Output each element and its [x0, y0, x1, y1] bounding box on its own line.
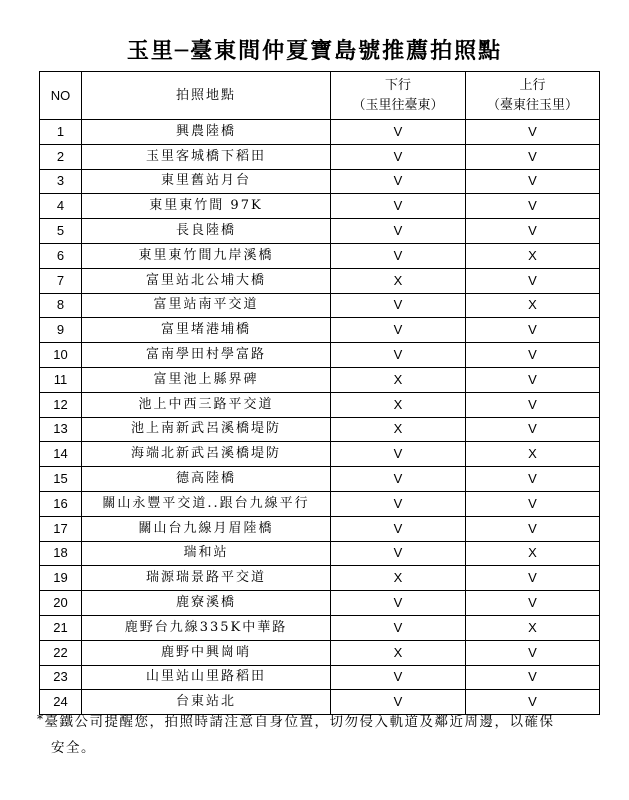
row-up-mark: X [466, 243, 600, 268]
row-up-mark: V [466, 591, 600, 616]
row-number: 11 [40, 367, 82, 392]
header-no: NO [40, 72, 82, 120]
row-down-mark: X [331, 640, 466, 665]
table-row [40, 367, 600, 392]
table-row [40, 343, 600, 368]
row-location: 富里池上縣界碑 [82, 367, 331, 392]
row-number: 22 [40, 640, 82, 665]
row-down-mark: X [331, 367, 466, 392]
row-up-mark: V [466, 268, 600, 293]
row-location: 富里站南平交道 [82, 293, 331, 318]
table-row [40, 194, 600, 219]
row-location: 鹿野中興崗哨 [82, 640, 331, 665]
table-row [40, 566, 600, 591]
row-down-mark: V [331, 120, 466, 145]
header-up-main: 上行 [519, 77, 546, 93]
row-number: 19 [40, 566, 82, 591]
row-number: 13 [40, 417, 82, 442]
row-up-mark: V [466, 219, 600, 244]
row-number: 24 [40, 690, 82, 715]
table-row [40, 615, 600, 640]
header-down [331, 72, 466, 120]
table-row [40, 541, 600, 566]
row-number: 6 [40, 243, 82, 268]
row-number: 20 [40, 591, 82, 616]
row-down-mark: V [331, 144, 466, 169]
row-location: 富南學田村學富路 [82, 343, 331, 368]
row-up-mark: V [466, 467, 600, 492]
row-location: 長良陸橋 [82, 219, 331, 244]
row-number: 3 [40, 169, 82, 194]
row-number: 7 [40, 268, 82, 293]
header-up-sub: （臺東往玉里） [486, 97, 578, 113]
row-down-mark: V [331, 318, 466, 343]
table-row [40, 417, 600, 442]
row-down-mark: X [331, 417, 466, 442]
row-number: 16 [40, 491, 82, 516]
row-number: 15 [40, 467, 82, 492]
table-row [40, 243, 600, 268]
row-location: 東里舊站月台 [82, 169, 331, 194]
row-up-mark: V [466, 417, 600, 442]
row-location: 富里站北公埔大橋 [82, 268, 331, 293]
row-number: 1 [40, 120, 82, 145]
row-location: 關山永豐平交道..跟台九線平行 [82, 491, 331, 516]
note-line-1: 臺鐵公司提醒您，拍照時請注意自身位置，切勿侵入軌道及鄰近周邊，以確保 [44, 714, 555, 730]
row-up-mark: V [466, 516, 600, 541]
header-down-main: 下行 [384, 77, 411, 93]
row-up-mark: V [466, 665, 600, 690]
row-up-mark: X [466, 541, 600, 566]
row-location: 池上中西三路平交道 [82, 392, 331, 417]
row-location: 池上南新武呂溪橋堤防 [82, 417, 331, 442]
row-down-mark: V [331, 516, 466, 541]
row-number: 14 [40, 442, 82, 467]
row-location: 東里東竹間九岸溪橋 [82, 243, 331, 268]
row-location: 東里東竹間 97K [82, 194, 331, 219]
table-row [40, 665, 600, 690]
table-row [40, 169, 600, 194]
header-down-sub: （玉里往臺東） [352, 97, 444, 113]
row-up-mark: V [466, 690, 600, 715]
row-down-mark: V [331, 343, 466, 368]
row-number: 21 [40, 615, 82, 640]
row-number: 23 [40, 665, 82, 690]
table-row [40, 144, 600, 169]
header-up [466, 72, 600, 120]
header-location: 拍照地點 [82, 72, 331, 120]
row-down-mark: V [331, 243, 466, 268]
row-down-mark: V [331, 194, 466, 219]
photo-spots-table [39, 71, 600, 715]
row-location: 海端北新武呂溪橋堤防 [82, 442, 331, 467]
table-row [40, 392, 600, 417]
table-row [40, 219, 600, 244]
row-location: 玉里客城橋下稻田 [82, 144, 331, 169]
row-location: 瑞和站 [82, 541, 331, 566]
row-up-mark: V [466, 367, 600, 392]
row-down-mark: X [331, 268, 466, 293]
table-row [40, 640, 600, 665]
table-row [40, 120, 600, 145]
row-up-mark: V [466, 392, 600, 417]
row-down-mark: V [331, 541, 466, 566]
table-row [40, 318, 600, 343]
note-asterisk: * [37, 712, 45, 726]
row-location: 山里站山里路稻田 [82, 665, 331, 690]
row-location: 富里堵港埔橋 [82, 318, 331, 343]
row-location: 關山台九線月眉陸橋 [82, 516, 331, 541]
row-down-mark: V [331, 491, 466, 516]
row-number: 10 [40, 343, 82, 368]
row-location: 興農陸橋 [82, 120, 331, 145]
row-down-mark: V [331, 442, 466, 467]
row-number: 5 [40, 219, 82, 244]
row-up-mark: V [466, 343, 600, 368]
row-up-mark: V [466, 120, 600, 145]
row-up-mark: V [466, 169, 600, 194]
row-down-mark: V [331, 665, 466, 690]
row-number: 2 [40, 144, 82, 169]
row-location: 德高陸橋 [82, 467, 331, 492]
note-line-2: 安全。 [51, 740, 96, 756]
row-number: 18 [40, 541, 82, 566]
safety-note [37, 709, 601, 761]
table-row [40, 293, 600, 318]
row-up-mark: V [466, 566, 600, 591]
row-down-mark: V [331, 690, 466, 715]
header-row [40, 72, 600, 120]
table-row [40, 268, 600, 293]
row-up-mark: X [466, 293, 600, 318]
row-down-mark: X [331, 392, 466, 417]
row-up-mark: V [466, 318, 600, 343]
row-up-mark: X [466, 615, 600, 640]
row-down-mark: V [331, 615, 466, 640]
page-title: 玉里─臺東間仲夏寶島號推薦拍照點 [126, 38, 503, 64]
row-down-mark: V [331, 591, 466, 616]
row-up-mark: V [466, 194, 600, 219]
row-down-mark: V [331, 169, 466, 194]
table-header [40, 72, 600, 120]
table-row [40, 491, 600, 516]
table-row [40, 516, 600, 541]
row-number: 12 [40, 392, 82, 417]
row-up-mark: V [466, 491, 600, 516]
table-row [40, 442, 600, 467]
row-down-mark: V [331, 293, 466, 318]
table-row [40, 467, 600, 492]
table-row [40, 591, 600, 616]
row-down-mark: V [331, 467, 466, 492]
row-down-mark: V [331, 219, 466, 244]
row-up-mark: X [466, 442, 600, 467]
row-up-mark: V [466, 640, 600, 665]
row-location: 台東站北 [82, 690, 331, 715]
row-number: 17 [40, 516, 82, 541]
row-number: 9 [40, 318, 82, 343]
row-down-mark: X [331, 566, 466, 591]
row-location: 瑞源瑞景路平交道 [82, 566, 331, 591]
row-number: 4 [40, 194, 82, 219]
table-body [40, 120, 600, 715]
row-location: 鹿寮溪橋 [82, 591, 331, 616]
row-location: 鹿野台九線335K中華路 [82, 615, 331, 640]
row-number: 8 [40, 293, 82, 318]
row-up-mark: V [466, 144, 600, 169]
